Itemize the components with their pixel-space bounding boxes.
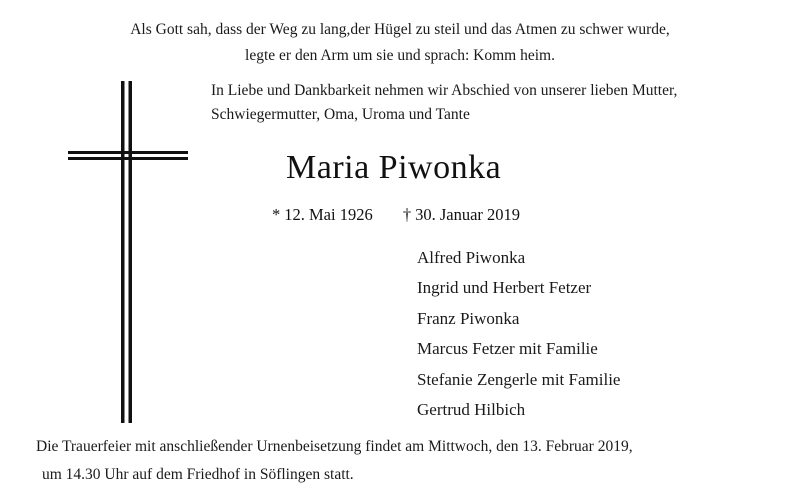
mourner-name: Alfred Piwonka [417, 248, 526, 267]
birth-symbol: * [272, 205, 281, 224]
death-symbol: † [402, 205, 412, 224]
death-date [403, 204, 520, 226]
intro-line-1: In Liebe und Dankbarkeit nehmen wir Abschied von unserer lieben Mutter, [211, 82, 678, 99]
deceased-name: Maria Piwonka [286, 149, 502, 186]
funeral-info-line-2: um 14.30 Uhr auf dem Friedhof in Söflingen statt. [42, 466, 354, 483]
birth-date [272, 204, 373, 226]
mourner-name: Franz Piwonka [417, 308, 520, 328]
mourner-name: Gertrud Hilbich [417, 400, 526, 420]
mourners-list [417, 243, 620, 425]
verse-line-1: Als Gott sah, dass der Weg zu lang,der Hügel zu steil und das Atmen zu schwer wurde, [130, 21, 670, 38]
intro-line-2: Schwiegermutter, Oma, Uroma und Tante [211, 106, 470, 123]
mourner-name: Ingrid und Herbert Fetzer [417, 278, 592, 298]
mourner-name: Marcus Fetzer mit Familie [417, 339, 598, 359]
funeral-info-line-1: Die Trauerfeier mit anschließender Urnenbeisetzung findet am Mittwoch, den 13. Februar 2019, [36, 438, 633, 455]
birth-date-text: 12. Mai 1926 [284, 205, 373, 224]
death-date-text: 30. Januar 2019 [415, 205, 521, 224]
mourner-name: Stefanie Zengerle mit Familie [417, 369, 621, 389]
life-dates [272, 204, 520, 226]
verse-line-2: legte er den Arm um sie und sprach: Komm heim. [245, 47, 555, 64]
